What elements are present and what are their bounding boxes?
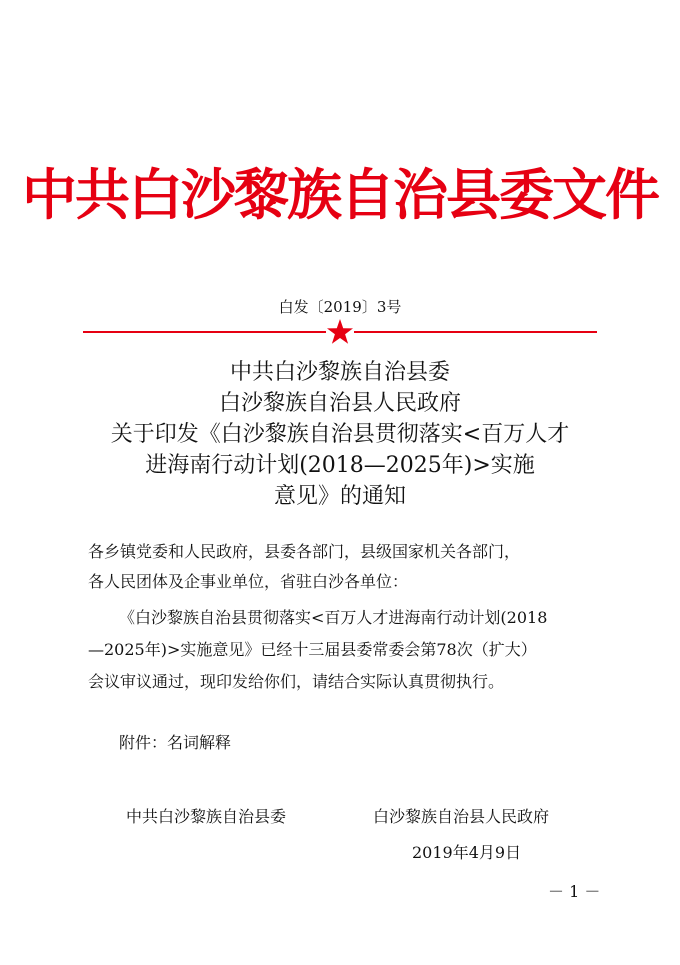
addressee-line: 各乡镇党委和人民政府，县委各部门，县级国家机关各部门， — [88, 542, 521, 561]
document-number: 白发〔2019〕3号 — [278, 298, 402, 316]
body-paragraph-line: 会议审议通过，现印发给你们，请结合实际认真贯彻执行。 — [88, 672, 505, 691]
body-paragraph-line: —2025年)>实施意见》已经十三届县委常委会第78次（扩大） — [88, 640, 537, 659]
page-number: － 1 － — [548, 882, 601, 901]
body-paragraph-line: 《白沙黎族自治县贯彻落实<百万人才进海南行动计划(2018 — [119, 608, 548, 627]
subject-line: 关于印发《白沙黎族自治县贯彻落实<百万人才 — [110, 422, 570, 447]
star-icon — [326, 318, 354, 346]
subject-line: 中共白沙黎族自治县委 — [229, 360, 450, 385]
document-subject — [60, 357, 620, 512]
subject-line: 意见》的通知 — [273, 484, 406, 509]
addressee-line: 各人民团体及企事业单位，省驻白沙各单位： — [88, 572, 409, 591]
subject-line: 白沙黎族自治县人民政府 — [218, 391, 461, 416]
signature-party-committee: 中共白沙黎族自治县委 — [126, 807, 287, 826]
attachment-note: 附件：名词解释 — [119, 733, 232, 752]
issue-date: 2019年4月9日 — [412, 843, 522, 862]
signature-government: 白沙黎族自治县人民政府 — [373, 807, 550, 826]
red-separator-left — [83, 331, 326, 333]
header-title: 中共白沙黎族自治县委文件 — [21, 163, 658, 227]
subject-line: 进海南行动计划(2018—2025年)>实施 — [145, 453, 535, 478]
red-separator-right — [354, 331, 597, 333]
